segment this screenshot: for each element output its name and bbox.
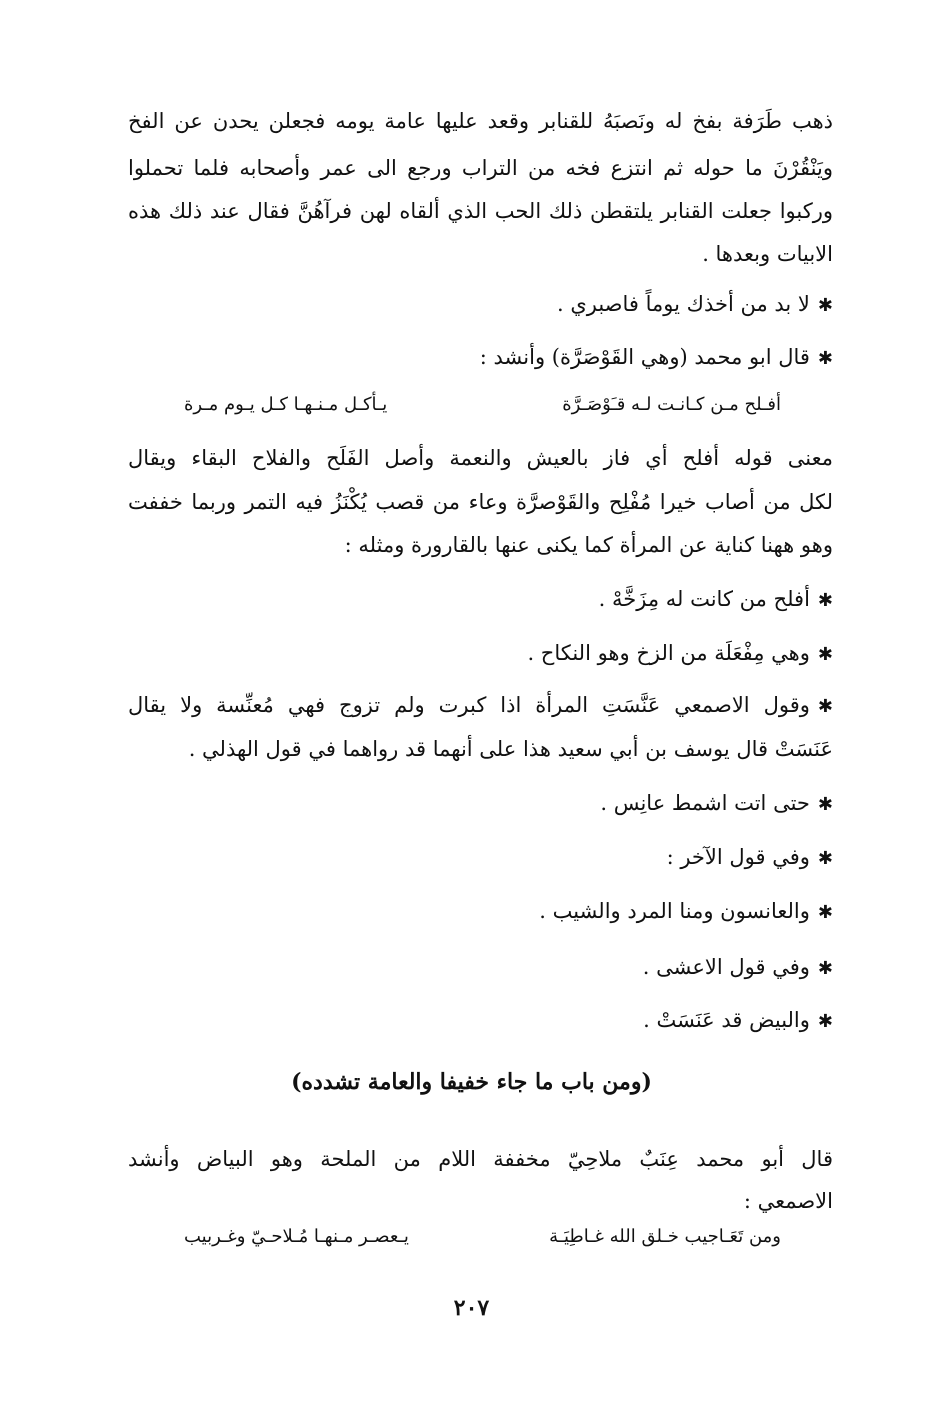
asterisk-icon: ✱: [817, 696, 833, 717]
bullet-text: قال ابو محمد (وهي القَوْصَرَّة) وأنشد :: [479, 345, 810, 369]
bullet-item: [600, 788, 833, 820]
bullet-text: وهي مِفْعَلَة من الزخ وهو النكاح .: [527, 641, 810, 665]
asterisk-icon: ✱: [817, 902, 833, 923]
verse-2-first-hemistich: ومن تَعَـاجيب خـلق الله غـاطِيَـة: [549, 1226, 781, 1247]
paragraph-1-line-3: وركبوا جعلت القنابر يلتقطن ذلك الحب الذي ألقاه لهن فرآهُنَّ فقال عند ذلك هذه: [128, 199, 833, 223]
bullet-item: [527, 638, 833, 670]
verse-2-second-hemistich: يـعصـر مـنهـا مُـلاحـيّ وغـربيب: [184, 1226, 409, 1247]
page-number: ٢٠٧: [453, 1295, 490, 1321]
paragraph-3-line-1: [128, 690, 833, 720]
asterisk-icon: ✱: [817, 848, 833, 869]
asterisk-icon: ✱: [817, 1011, 833, 1032]
paragraph-2-line-1: معنى قوله أفلح أي فاز بالعيش والنعمة وأصل الفَلَح والفلاح البقاء ويقال: [128, 446, 833, 470]
asterisk-icon: ✱: [817, 590, 833, 611]
verse-1-first-hemistich: أفـلح مـن كـانـت لـه قـَوْصَـرَّة: [562, 394, 781, 415]
asterisk-icon: ✱: [817, 958, 833, 979]
bullet-text: لا بد من أخذك يوماً فاصبري .: [556, 292, 810, 316]
asterisk-icon: ✱: [817, 794, 833, 815]
paragraph-1-line-2: ويَنْقُرْنَ ما حوله ثم انتزع فخه من التراب ورجع الى عمر وأصحابه فلما تحملوا: [128, 156, 833, 180]
paragraph-1-line-4: الابيات وبعدها .: [702, 242, 833, 266]
paragraph-2-line-2: لكل من أصاب خيرا مُفْلِح والقَوْصرَّة وعاء من قصب يُكْنَزُ فيه التمر وربما خففت: [128, 490, 833, 514]
bullet-text: وفي قول الاعشى .: [642, 955, 810, 979]
bullet-item: [643, 952, 833, 984]
paragraph-3-line-2: عَنَسَتْ قال يوسف بن أبي سعيد هذا على أنهما قد رواهما في قول الهذلي .: [188, 737, 833, 761]
bullet-item: [643, 1005, 833, 1037]
asterisk-icon: ✱: [817, 348, 833, 369]
bullet-item: [667, 842, 833, 874]
bullet-text: والعانسون ومنا المرد والشيب .: [539, 899, 810, 923]
bullet-item: [599, 584, 833, 616]
verse-1-second-hemistich: يـأكـل مـنـهـا كـل يـوم مـرة: [184, 394, 388, 415]
paragraph-1-line-1: ذهب طَرَفة بفخ له ونَصبَهُ للقنابر وقعد عليها عامة يومه فجعلن يحدن عن الفخ: [128, 109, 833, 133]
bullet-item: [480, 342, 833, 374]
paragraph-2-line-3: وهو ههنا كناية عن المرأة كما يكنى عنها بالقارورة ومثله :: [344, 533, 833, 557]
bullet-text: وفي قول الآخر :: [666, 845, 810, 869]
bullet-text: حتى اتت اشمط عانِس .: [600, 791, 810, 815]
bullet-item: [539, 896, 833, 928]
paragraph-3-text: وقول الاصمعي عَنَّسَتِ المرأة اذا كبرت ولم تزوج فهي مُعنِّسة ولا يقال: [128, 693, 810, 717]
bullet-item: [557, 289, 833, 321]
bullet-text: أفلح من كانت له مِزَخَّهْ .: [598, 587, 810, 611]
asterisk-icon: ✱: [817, 295, 833, 316]
section-heading: (ومن باب ما جاء خفيفا والعامة تشدده): [291, 1069, 652, 1095]
paragraph-4-line-2: الاصمعي :: [743, 1189, 833, 1213]
paragraph-4-line-1: قال أبو محمد عِنَبٌ ملاحِيّ مخففة اللام من الملحة وهو البياض وأنشد: [128, 1147, 833, 1171]
bullet-text: والبيض قد عَنَسَتْ .: [643, 1008, 810, 1032]
asterisk-icon: ✱: [817, 644, 833, 665]
